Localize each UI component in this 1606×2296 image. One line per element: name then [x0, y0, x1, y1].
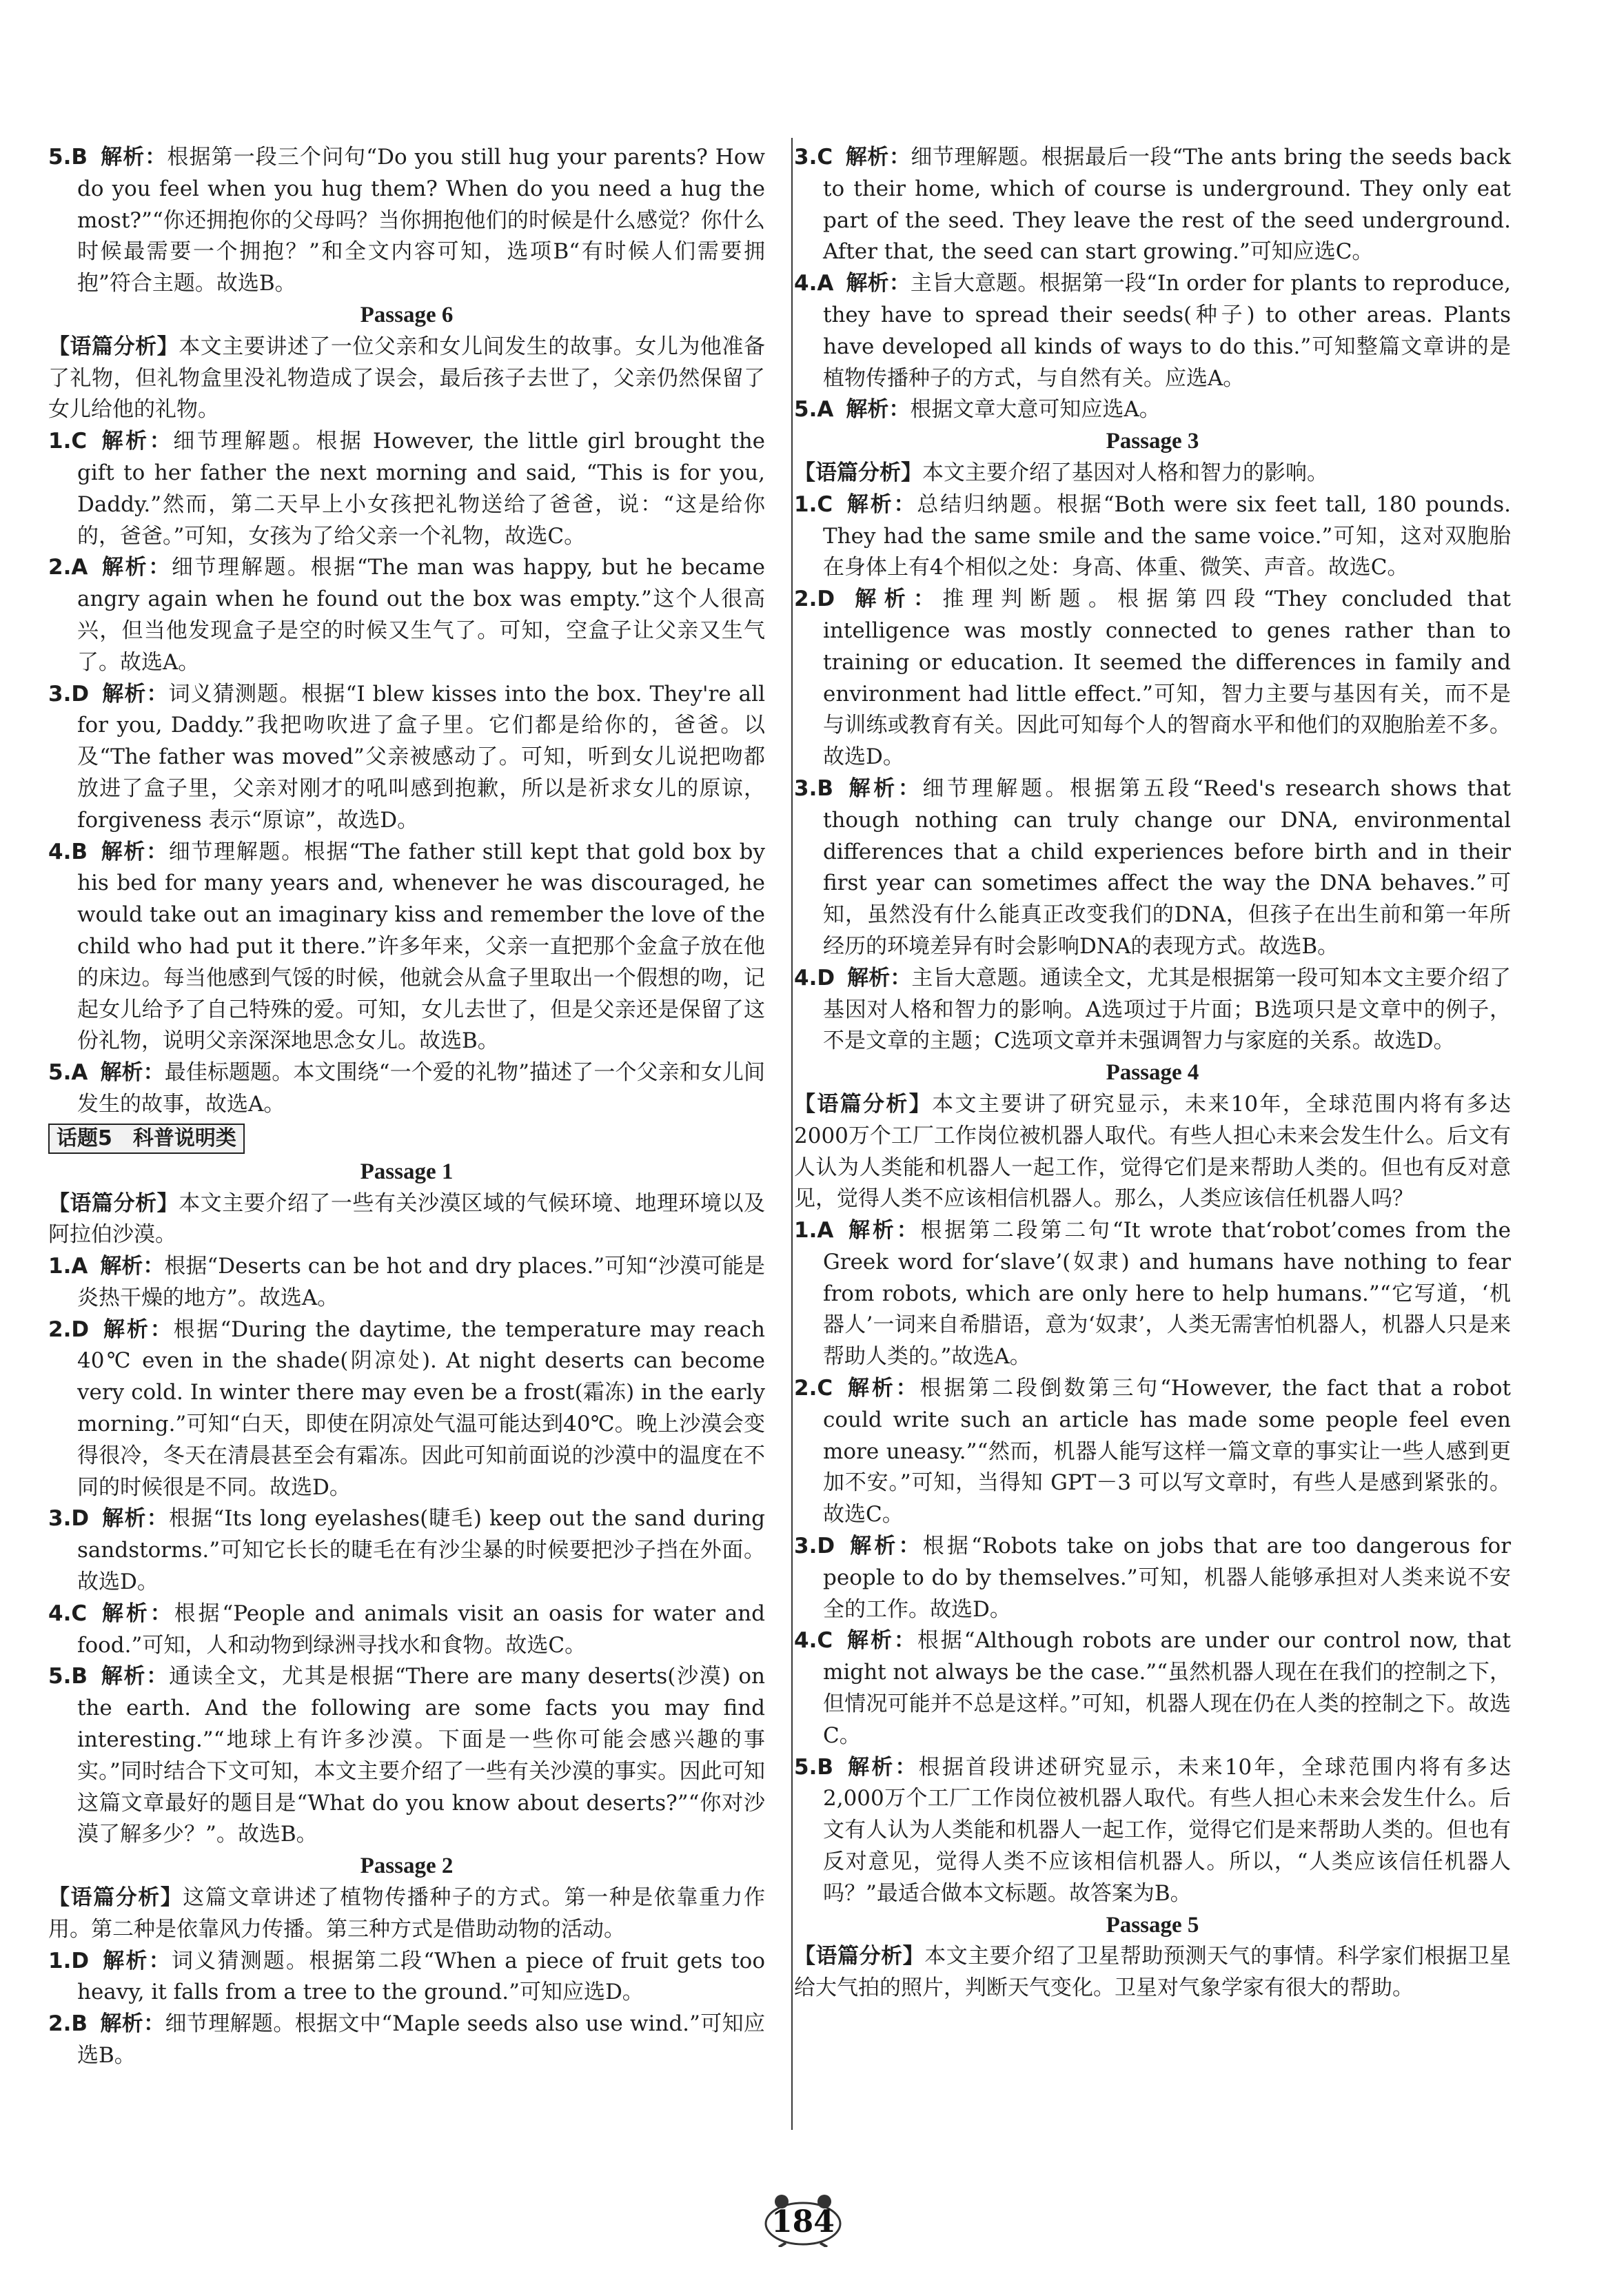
answer-item: 1.A 解析：根据“Deserts can be hot and dry places.”可知“沙漠可能是炎热干燥的地方”。故选A。: [48, 1254, 765, 1310]
answer-item: 2.D 解析：根据“During the daytime, the temperature may reach 40℃ even in the shade(阴凉处). At night deserts can become very cold. In winter there may even be a frost(霜冻) in the early morning.”可知“白天，即使在阴凉处气温可能达到40℃。晚上沙漠会变得很冷，冬天在清晨甚至会有霜冻。因此可知前面说的沙漠中的温度在不同的时候很是不同。故选D。: [48, 1317, 765, 1500]
passage-analysis: 【语篇分析】本文主要介绍了基因对人格和智力的影响。: [794, 460, 1328, 485]
answer-item: 4.C 解析：根据“Although robots are under our control now, that might not always be the case.”“虽然机器人现在在我们的控制之下，但情况可能并不总是这样。”可知，机器人现在仍在人类的控制之下。故选C。: [794, 1628, 1512, 1748]
answer-item: 2.C 解析：根据第二段倒数第三句“However, the fact that a robot could write such an article has made some people feel even more uneasy.”“然而，机器人能写这样一篇文章的事实让一些人感到更加不安。”可知，当得知 GPT－3 可以写文章时，有些人是感到紧张的。故选C。: [794, 1376, 1511, 1527]
answer-item: 3.C 解析：细节理解题。根据最后一段“The ants bring the seeds back to their home, which of course is underground. They only eat part of the seed. They leave the rest of the seed underground. After that, the seed can start growing.”可知应选C。: [794, 145, 1511, 265]
answer-list: [48, 426, 765, 1121]
answer-item: 1.D 解析：词义猜测题。根据第二段“When a piece of fruit gets too heavy, it falls from a tree to the ground.”可知应选D。: [48, 1948, 766, 2005]
passage-analysis: 【语篇分析】本文主要讲了研究显示，未来10年，全球范围内将有多达2000万个工厂工作岗位被机器人取代。有些人担心未来会发生什么。后文有人认为人类能和机器人一起工作，觉得它们是来帮助人类的。但也有反对意见，觉得人类不应该相信机器人。那么，人类应该信任机器人吗？: [794, 1091, 1511, 1212]
answer-list: [794, 489, 1511, 1057]
right-column: [794, 142, 1511, 2004]
answer-item: 4.C 解析：根据“People and animals visit an oasis for water and food.”可知，人和动物到绿洲寻找水和食物。故选C。: [48, 1601, 765, 1658]
left-column: [48, 142, 765, 2072]
passage-title: Passage 6: [360, 302, 454, 327]
answer-item: 1.C 解析：总结归纳题。根据“Both were six feet tall, 180 pounds. They had the same smile and the same voice.”可知，这对双胞胎在身体上有4个相似之处：身高、体重、微笑、声音。故选C。: [794, 491, 1512, 580]
answer-item: 1.A 解析：根据第二段第二句“It wrote that‘robot’comes from the Greek word for‘slave’(奴隶) and humans have nothing to fear from robots, which are only here to help humans.”“它写道，‘机器人’一词来自希腊语，意为‘奴隶’，人类无需害怕机器人，机器人只是来帮助人类的。”故选A。: [794, 1218, 1511, 1370]
passage-analysis: 【语篇分析】本文主要介绍了一些有关沙漠区域的气候环境、地理环境以及阿拉伯沙漠。: [48, 1190, 765, 1248]
answer-list: [48, 1251, 765, 1851]
passage-title: Passage 4: [1106, 1060, 1199, 1086]
answer-item: 3.D 解析：根据“Robots take on jobs that are too dangerous for people to do by themselves.”可知，机器人能够承担对人类来说不安全的工作。故选D。: [794, 1534, 1512, 1622]
answer-item: 5.B 解析：根据第一段三个问句“Do you still hug your parents? How do you feel when you hug them? When do you need a hug the most?”“你还拥抱你的父母吗？当你拥抱他们的时候是什么感觉？你什么时候最需要一个拥抱？”和全文内容可知，选项B“有时候人们需要拥抱”符合主题。故选B。: [48, 145, 765, 296]
column-divider: [791, 138, 793, 2130]
answer-item: 4.D 解析：主旨大意题。通读全文，尤其是根据第一段可知本文主要介绍了基因对人格和智力的影响。A选项过于片面；B选项只是文章中的例子，不是文章的主题；C选项文章并未强调智力与家庭的关系。故选D。: [794, 965, 1512, 1054]
answer-list: [794, 1215, 1511, 1910]
passage-analysis: 【语篇分析】本文主要讲述了一位父亲和女儿间发生的故事。女儿为他准备了礼物，但礼物盒里没礼物造成了误会，最后孩子去世了，父亲仍然保留了女儿给他的礼物。: [48, 334, 765, 423]
passage-analysis: 【语篇分析】这篇文章讲述了植物传播种子的方式。第一种是依靠重力作用。第二种是依靠风力传播。第三种方式是借助动物的活动。: [48, 1885, 766, 1942]
passage-title: Passage 1: [360, 1159, 454, 1184]
passage-title: Passage 3: [1106, 429, 1199, 454]
answer-item: 4.B 解析：细节理解题。根据“The father still kept that gold box by his bed for many years and, whenever he was discouraged, he would take out an imaginary kiss and remember the love of the child who had put it there.”许多年来，父亲一直把那个金盒子放在他的床边。每当他感到气馁的时候，他就会从盒子里取出一个假想的吻，记起女儿给予了自己特殊的爱。可知，女儿去世了，但是父亲还是保留了这份礼物，说明父亲深深地思念女儿。故选B。: [48, 839, 765, 1054]
page-number: 184: [771, 2204, 835, 2239]
answer-item: 2.B 解析：细节理解题。根据文中“Maple seeds also use wind.”可知应选B。: [48, 2011, 766, 2069]
answer-item: 5.B 解析：根据首段讲述研究显示，未来10年，全球范围内将有多达2,000万个工厂工作岗位被机器人取代。有些人担心未来会发生什么。后文有人认为人类能和机器人一起工作，觉得它们是来帮助人类的。但也有反对意见，觉得人类不应该相信机器人。所以，“人类应该信任机器人吗？”最适合做本文标题。故答案为B。: [794, 1754, 1511, 1906]
topic-box: 话题5 科普说明类: [48, 1124, 245, 1154]
answer-item: 5.A 解析：最佳标题题。本文围绕“一个爱的礼物”描述了一个父亲和女儿间发生的故事，故选A。: [48, 1060, 765, 1117]
answer-item: 3.B 解析：细节理解题。根据第五段“Reed's research shows that though nothing can truly change our DNA, environmental differences that a child experiences before birth and in their first year can sometimes affect the way the DNA behaves.”可知，虽然没有什么能真正改变我们的DNA，但孩子在出生前和第一年所经历的环境差异有时会影响DNA的表现方式。故选B。: [794, 775, 1511, 959]
answer-item: 2.A 解析：细节理解题。根据“The man was happy, but he became angry again when he found out the box was empty.”这个人很高兴，但当他发现盒子是空的时候又生气了。可知，空盒子让父亲又生气了。故选A。: [48, 555, 765, 675]
answer-item: 2.D 解析：推理判断题。根据第四段“They concluded that intelligence was mostly connected to genes rather than to training or education. It seemed the differences in family and environment had little effect.”可知，智力主要与基因有关，而不是与训练或教育有关。因此可知每个人的智商水平和他们的双胞胎差不多。故选D。: [794, 587, 1512, 770]
answer-item: 3.D 解析：词义猜测题。根据“I blew kisses into the box. They're all for you, Daddy.”我把吻吹进了盒子里。它们都是给你的，爸爸。以及“The father was moved”父亲被感动了。可知，听到女儿说把吻都放进了盒子里，父亲对刚才的吼叫感到抱歉，所以是祈求女儿的原谅，forgiveness 表示“原谅”，故选D。: [48, 681, 765, 833]
passage-title: Passage 5: [1106, 1912, 1199, 1938]
answer-list: [794, 142, 1511, 426]
page-number-badge: [758, 2192, 848, 2247]
passage-analysis: 【语篇分析】本文主要介绍了卫星帮助预测天气的事情。科学家们根据卫星给大气拍的照片，判断天气变化。卫星对气象学家有很大的帮助。: [794, 1944, 1511, 2001]
answer-item: 5.B 解析：通读全文，尤其是根据“There are many deserts(沙漠) on the earth. And the following are some facts you may find interesting.”“地球上有许多沙漠。下面是一些你可能会感兴趣的事实。”同时结合下文可知，本文主要介绍了一些有关沙漠的事实。因此可知这篇文章最好的题目是“What do you know about deserts?”“你对沙漠了解多少？”。故选B。: [48, 1664, 765, 1847]
passage-title: Passage 2: [360, 1853, 454, 1879]
answer-list: [48, 1946, 765, 2072]
answer-item: 4.A 解析：主旨大意题。根据第一段“In order for plants to reproduce, they have to spread their seeds(种子) to other areas. Plants have developed all kinds of ways to do this.”可知整篇文章讲的是植物传播种子的方式，与自然有关。应选A。: [794, 271, 1511, 391]
answer-item: 1.C 解析：细节理解题。根据 However, the little girl brought the gift to her father the next morning and said, “This is for you, Daddy.”然而，第二天早上小女孩把礼物送给了爸爸，说：“这是给你的，爸爸。”可知，女孩为了给父亲一个礼物，故选C。: [48, 429, 766, 549]
answer-item: 5.A 解析：根据文章大意可知应选A。: [794, 397, 1161, 423]
topic-heading: [48, 1121, 765, 1157]
answer-item: 3.D 解析：根据“Its long eyelashes(睫毛) keep out the sand during sandstorms.”可知它长长的睫毛在有沙尘暴的时候要把沙子挡在外面。故选D。: [48, 1506, 765, 1595]
